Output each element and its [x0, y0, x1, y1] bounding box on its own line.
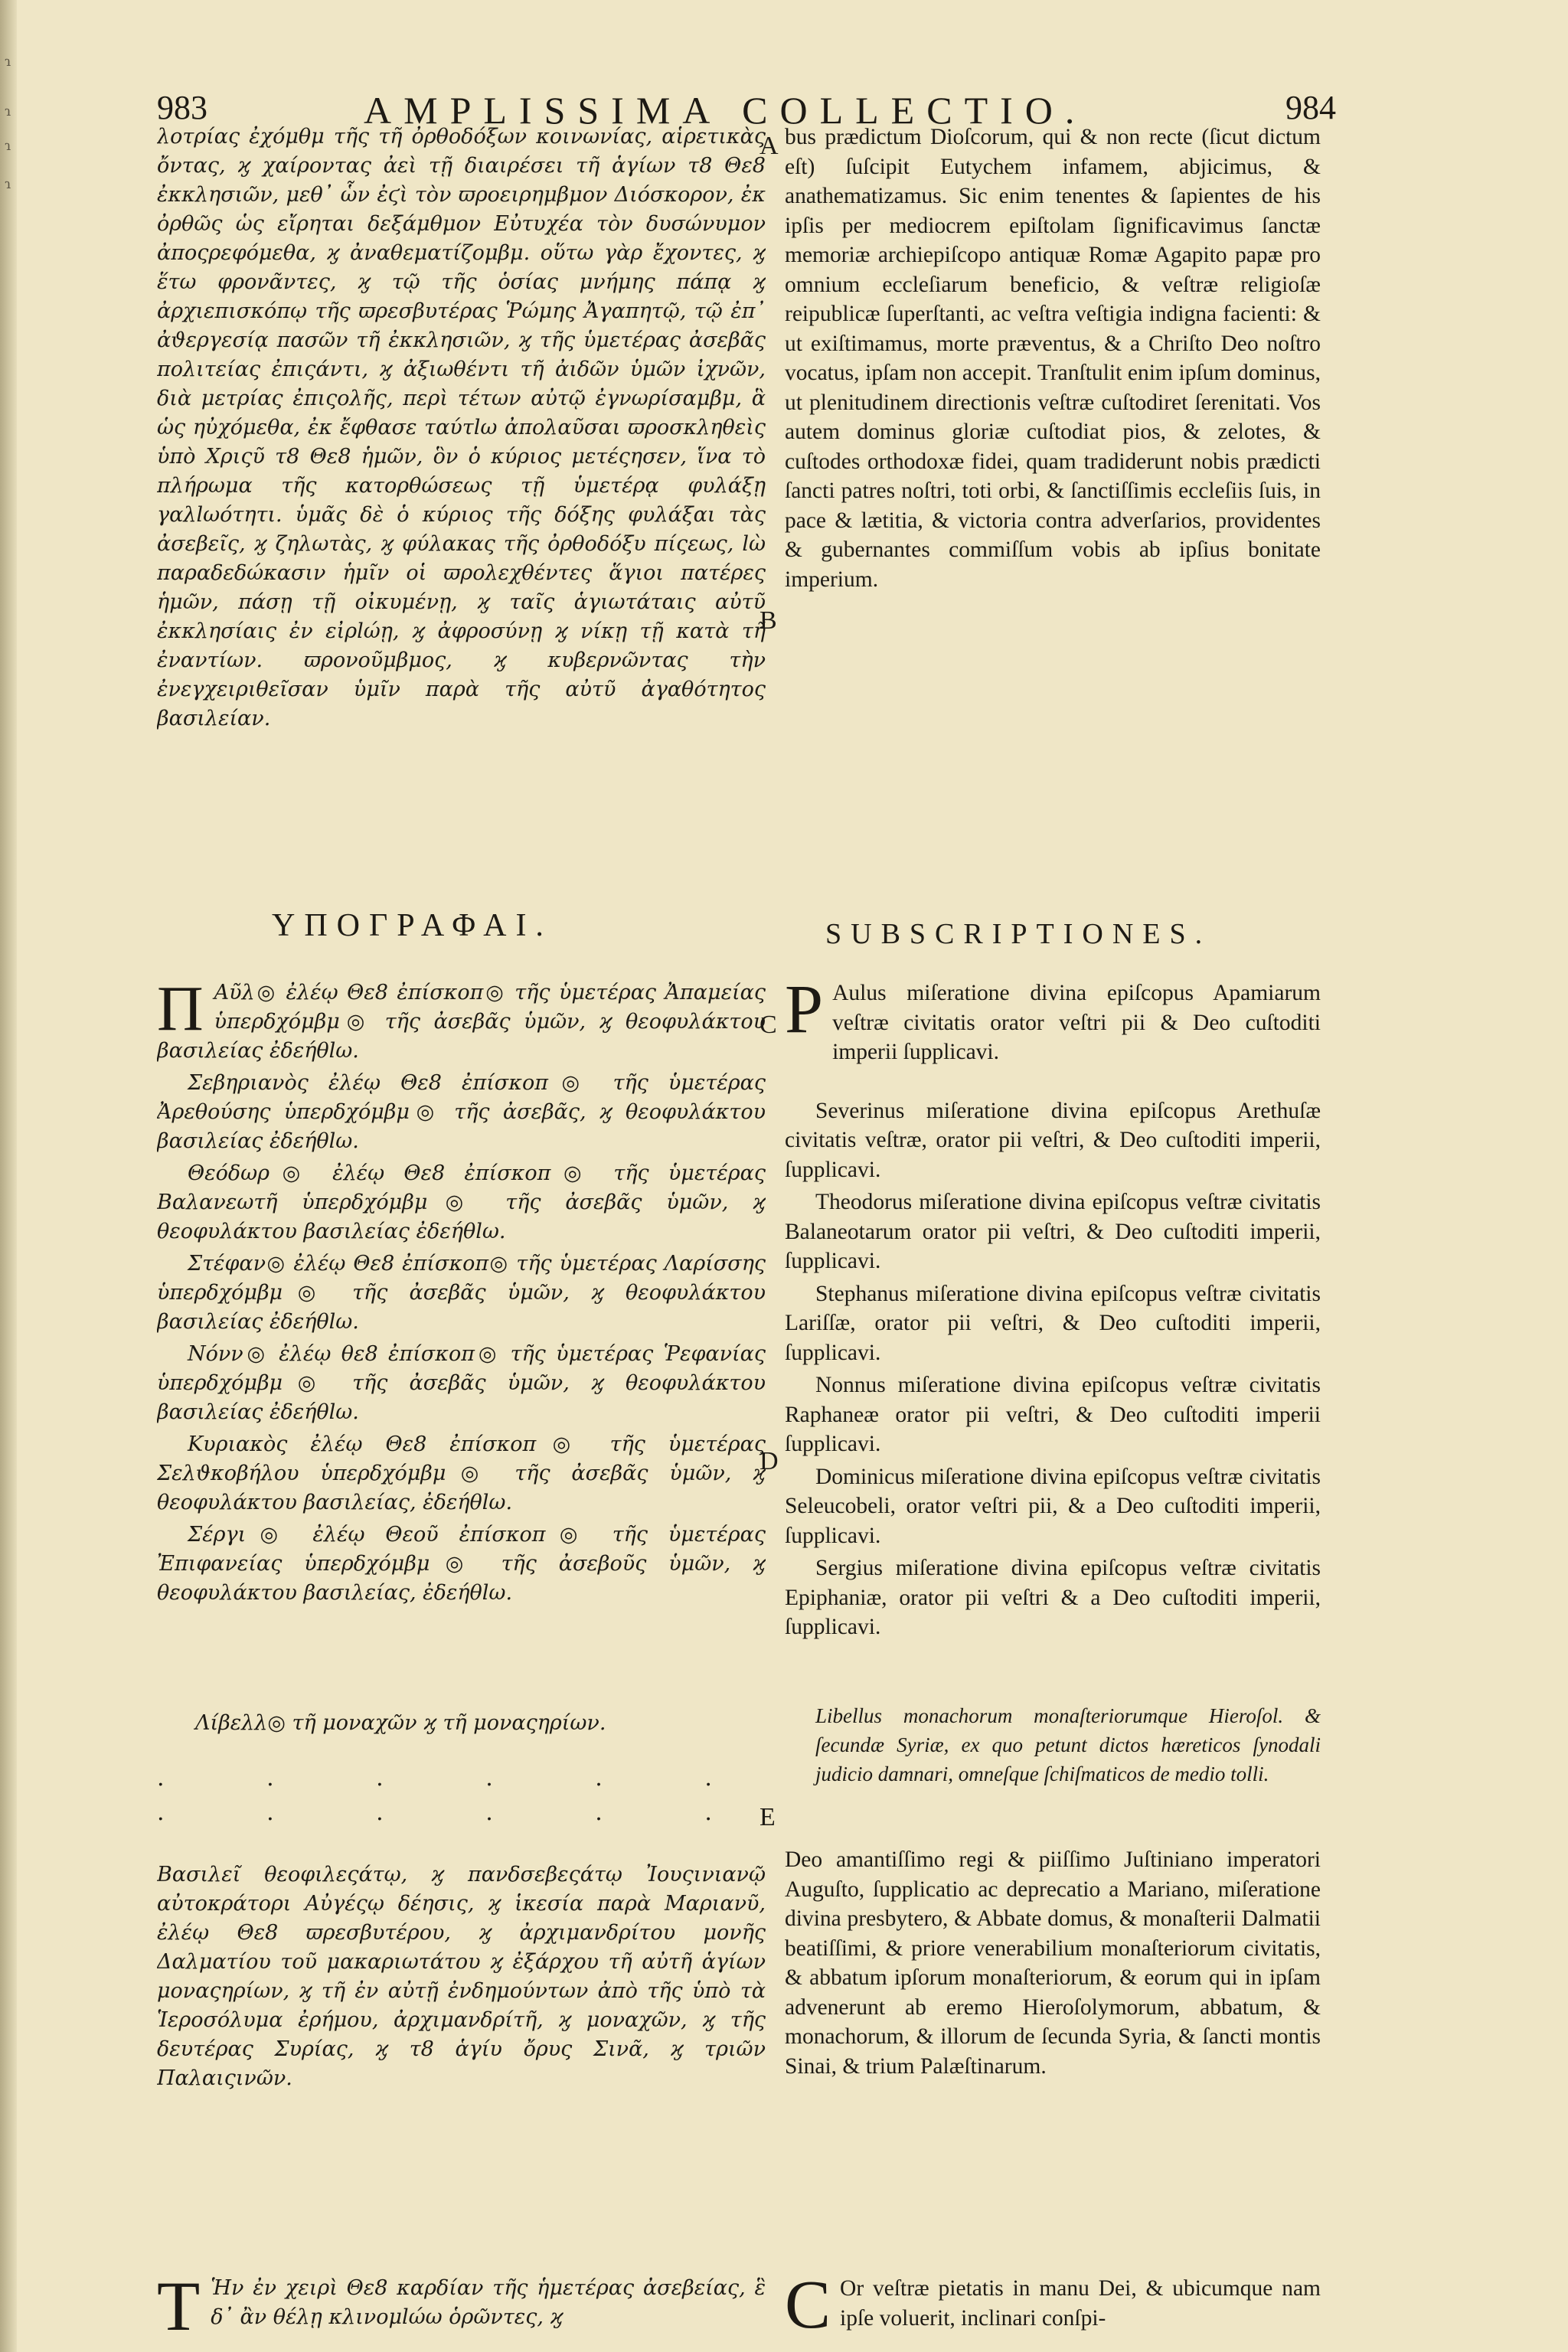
latin-subscription: Nonnus miſeratione divina epiſcopus veſtræ civitatis Raphaneæ orator pii veſtri, & Deo cuſtoditi imperii ſupplicavi.: [785, 1373, 1321, 1456]
latin-closing-text: [785, 2274, 1321, 2347]
libellus-title-text: Λίβελλ◎ τῆ μοναχῶν ϗ τῆ μοναςηρίων.: [195, 1711, 606, 1735]
binding-mark: ɿ: [5, 54, 11, 70]
greek-subscription: Στέφαν◎ ἐλέῳ Θε8 ἐπίσκοπ◎ τῆς ὑμετέρας Λαρίσσης ὑπερδχόμβμ◎ τῆς ἀσεβᾶς ὑμῶν, ϗ θεοφυλάκτου βασιλείας ἐδεήθlω.: [157, 1252, 766, 1334]
latin-subscription: Dominicus miſeratione divina epiſcopus veſtræ civitatis Seleucobeli, orator veſtri pii, & a Deo cuſtoditi imperii, ſupplicavi.: [785, 1464, 1321, 1548]
left-page-number: 983: [157, 89, 207, 126]
drop-cap: P: [785, 978, 824, 1047]
ellipsis-row: [157, 1830, 766, 1834]
greek-section-heading: ΥΠΟΓΡΑΦΑΙ.: [272, 908, 553, 943]
greek-subscription: Κυριακὸς ἐλέῳ Θε8 ἐπίσκοπ◎ τῆς ὑμετέρας Σελϑκοβήλου ὑπερδχόμβμ◎ τῆς ἀσεβᾶς ὑμῶν, ϗ θεοφυλάκτου βασιλείας, ἐδεήθlω.: [157, 1432, 766, 1514]
drop-cap: Π: [157, 978, 204, 1044]
latin-paragraph: bus prædictum Dioſcorum, qui & non recte (ſicut dictum eſt) ſuſcipit Eutychem infamem, abjicimus, & anathematizamus. Sic enim tenentes & ſapientes de his ipſis per mediocrem epiſtolam ſignificavimus ſanctæ memoriæ archiepiſcopo antiquæ Romæ Agapito papæ pro omnium eccleſiarum beneficio, & veſtræ religioſæ reipublicæ ſuperſtanti, ac veſtra veſtigia indigna facienti: & ut exiſtimamus, morte præventus, & a Chriſto Deo noſtro vocatus, ipſam non accepit. Tranſtulit enim ipſum dominus, ut plenitudinem directionis veſtræ cuſtodiret ſerenitati. Vos autem dominus gloriæ cuſtodiat pios, & zelotes, & cuſtodes orthodoxæ fidei, quam tradiderunt nobis prædicti ſancti patres noſtri, toti orbi, & ſanctiſſimis eccleſiis ſuis, in pace & lætitia, & victoria contra adverſarios, providentes & gubernantes commiſſum vobis ab ipſius bonitate imperium.: [785, 125, 1321, 592]
right-page-number: 984: [1285, 89, 1336, 126]
latin-subscription: Theodorus miſeratione divina epiſcopus veſtræ civitatis Balaneotarum orator pii veſtri, & Deo cuſtoditi imperii, ſupplicavi.: [785, 1190, 1321, 1273]
closing-text: Ἡν ἐν χειρὶ Θε8 καρδίαν τῆς ἡμετέρας ἀσεβείας, ἓ δ᾽ ἂν θέλῃ κλινομlώω ὁρῶντες, ϗ: [211, 2276, 766, 2329]
margin-letter-b: B: [760, 606, 777, 635]
ellipsis-rows: [157, 1761, 766, 1834]
greek-subscription: Σέργι◎ ἐλέῳ Θεοῦ ἐπίσκοπ◎ τῆς ὑμετέρας Ἐπιφανείας ὑπερδχόμβμ◎ τῆς ἀσεβοῦς ὑμῶν, ϗ θεοφυλάκτου βασιλείας, ἐδεήθlω.: [157, 1523, 766, 1605]
latin-main-text: [785, 122, 1321, 720]
greek-subscription: Σεβηριανὸς ἐλέῳ Θε8 ἐπίσκοπ◎ τῆς ὑμετέρας Ἀρεθούσης ὑπερδχόμβμ◎ τῆς ἀσεβᾶς, ϗ θεοφυλάκτου βασιλείας ἐδεήθlω.: [157, 1071, 766, 1153]
greek-subscription: [157, 978, 766, 1066]
subscription-text: Αῦλ◎ ἐλέῳ Θε8 ἐπίσκοπ◎ τῆς ὑμετέρας Ἀπαμείας ὑπερδχόμβμ◎ τῆς ἀσεβᾶς ὑμῶν, ϗ θεοφυλάκτου βασιλείας ἐδεήθlω.: [157, 981, 766, 1063]
latin-subscription: [785, 978, 1321, 1067]
running-title: AMPLISSIMA COLLECTIO.: [364, 89, 1087, 132]
latin-subscription: Sergius miſeratione divina epiſcopus veſtræ civitatis Epiphaniæ, orator pii veſtri & a Deo cuſtoditi imperii, ſupplicavi.: [785, 1556, 1321, 1639]
ellipsis-row: . . . . . . . . . . . .: [157, 1765, 760, 1826]
latin-section-heading: SUBSCRIPTIONES.: [825, 918, 1212, 950]
latin-libellus-title: [785, 1701, 1321, 1862]
margin-letter-e: E: [760, 1803, 776, 1831]
greek-paragraph: λοτρίας ἐχόμθμ τῆς τῆ ὀρθοδόξων κοινωνίας, αἱρετικὰς ὄντας, ϗ χαίροντας ἀεὶ τῇ διαιρέσει τῆ ἁγίων τ8 Θε8 ἐκκλησιῶν, μεθ᾽ ὧν ἐϛὶ τὸν ϖροειρημβμον Διόσκορον, ἐκ ὀρθῶς ὡς εἴρηται δεξάμθμον Εὐτυχέα τὸν δυσώνυμον ἀποςρεφόμεθα, ϗ ἀναθεματίζομβμ. οὕτω γὰρ ἔχοντες, ϗ ἕτω φρονᾶντες, ϗ τῷ τῆς ὁσίας μνήμης πάπᾳ ϗ ἀρχιεπισκόπῳ τῆς ϖρεσβυτέρας Ῥώμης Ἀγαπητῷ, τῷ ἐπ᾽ ἀϑεργεσίᾳ πασῶν τῆ ἐκκλησιῶν, ϗ τῆς ὑμετέρας ἀσεβᾶς πολιτείας ἐπιςάντι, ϗ ἀξιωθέντι τῆ ἀιδῶν ὑμῶν ἰχνῶν, διὰ μετρίας ἐπιςολῆς, περὶ τέτων αὐτῷ ἐγνωρίσαμβμ, ἃ ὡς ηὐχόμεθα, ἐκ ἔφθασε ταύτlω ἀπολαῦσαι ϖροσκληθεὶς ὑπὸ Χριςῦ τ8 Θε8 ἡμῶν, ὃν ὁ κύριος μετέςησεν, ἵνα τὸ πλήρωμα τῆς κατορθώσεως τῇ ὑμετέρᾳ φυλάξῃ γαλlωότητι. ὑμᾶς δὲ ὁ κύριος τῆς δόξης φυλάξαι τὰς ἀσεβεῖς, ϗ ζηλωτὰς, ϗ φύλακας τῆς ὀρθοδόξυ πίςεως, lὼ παραδεδώκασιν ἡμῖν οἱ ϖρολεχθέντες ἅγιοι πατέρες ἡμῶν, πάσῃ τῇ οἰκυμένῃ, ϗ ταῖς ἁγιωτάταις αὐτῦ ἐκκλησίαις ἐν εἰρlώῃ, ϗ ἀφροσύνῃ ϗ νίκῃ τῇ κατὰ τῆ ἐναντίων. ϖρονοῦμβμος, ϗ κυβερνῶντας τὴν ἐνεγχειριθεῖσαν ὑμῖν παρὰ τῆς αὐτῦ ἀγαθότητος βασιλείαν.: [157, 125, 766, 730]
subscription-text: Aulus miſeratione divina epiſcopus Apamiarum veſtræ civitatis orator veſtri pii & Deo cuſtoditi imperii ſupplicavi.: [832, 981, 1321, 1064]
closing-text: Or veſtræ pietatis in manu Dei, & ubicumque nam ipſe voluerit, inclinari conſpi-: [840, 2276, 1321, 2331]
libellus-title-text: Libellus monachorum monaſteriorumque Hieroſol. & ſecundæ Syriæ, ex quo petunt dictos hæreticos ſynodali judicio damnari, omneſque ſchiſmaticos de medio tolli.: [815, 1704, 1321, 1785]
page-binding-edge: [0, 0, 17, 2352]
latin-petition: [785, 1845, 1321, 2274]
greek-subscription: Νόνν◎ ἐλέῳ θε8 ἐπίσκοπ◎ τῆς ὑμετέρας Ῥεφανίας ὑπερδχόμβμ◎ τῆς ἀσεβᾶς ὑμῶν, ϗ θεοφυλάκτου βασιλείας ἐδεήθlω.: [157, 1342, 766, 1424]
petition-text: Deo amantiſſimo regi & piiſſimo Juſtiniano imperatori Auguſto, ſupplicatio ac deprecatio a Mariano, miſeratione divina presbytero, & Abbate domus, & monaſterii Dalmatii beatiſſimi, & priore venerabilium monaſteriorum civitatis, & abbatum ipſorum monaſteriorum, & eorum qui in ipſam advenerunt ab eremo Hieroſolymorum, abbatum, & monachorum, & illorum de ſecunda Syria, & ſancti montis Sinai, & trium Palæſtinarum.: [785, 1847, 1321, 2079]
binding-mark: ɿ: [5, 103, 11, 119]
greek-main-text: [157, 122, 766, 880]
greek-petition: [157, 1860, 766, 2297]
margin-letter-d: D: [760, 1447, 779, 1475]
greek-subscription: Θεόδωρ◎ ἐλέῳ Θε8 ἐπίσκοπ◎ τῆς ὑμετέρας Βαλανεωτῆ ὑπερδχόμβμ◎ τῆς ἀσεβᾶς ὑμῶν, ϗ θεοφυλάκτου βασιλείας ἐδεήθlω.: [157, 1161, 766, 1243]
drop-cap: Τ: [157, 2274, 201, 2345]
latin-subscription: Severinus miſeratione divina epiſcopus Arethuſæ civitatis veſtræ, orator pii veſtri, & Deo cuſtoditi imperii, ſupplicavi.: [785, 1098, 1321, 1182]
greek-libellus-title: [157, 1709, 766, 1762]
margin-letter-c: C: [760, 1011, 777, 1039]
greek-closing-text: [157, 2274, 766, 2347]
binding-mark: ɿ: [5, 138, 11, 154]
latin-subscriptions: [785, 978, 1321, 1683]
margin-letter-a: A: [760, 132, 779, 160]
drop-cap: C: [785, 2274, 831, 2343]
petition-text: Βασιλεῖ θεοφιλεςάτῳ, ϗ πανδσεβεςάτῳ Ἰουςινιανῷ αὐτοκράτορι Αὐγέςῳ δέησις, ϗ ἱκεσία παρὰ Μαριανῦ, ἐλέῳ Θε8 ϖρεσβυτέρου, ϗ ἀρχιμανδρίτου μονῆς Δαλματίου τοῦ μακαριωτάτου ϗ ἐξάρχου τῆ αὐτῆ ἁγίων μοναςηρίων, ϗ τῆ ἐν αὐτῇ ἐνδημούντων ἀπὸ τῆς ὑπὸ τὰ Ἱεροσόλυμα ἐρήμου, ἀρχιμανδρίτῆ, ϗ μοναχῶν, ϗ τῆς δευτέρας Συρίας, ϗ τ8 ἁγίυ ὄρυς Σινᾶ, ϗ τριῶν Παλαιςινῶν.: [157, 1863, 766, 2090]
greek-subscriptions: [157, 978, 766, 1729]
binding-mark: ɿ: [5, 176, 11, 192]
latin-subscription: Stephanus miſeratione divina epiſcopus veſtræ civitatis Lariſſæ, orator pii veſtri, & Deo cuſtoditi imperii, ſupplicavi.: [785, 1281, 1321, 1365]
